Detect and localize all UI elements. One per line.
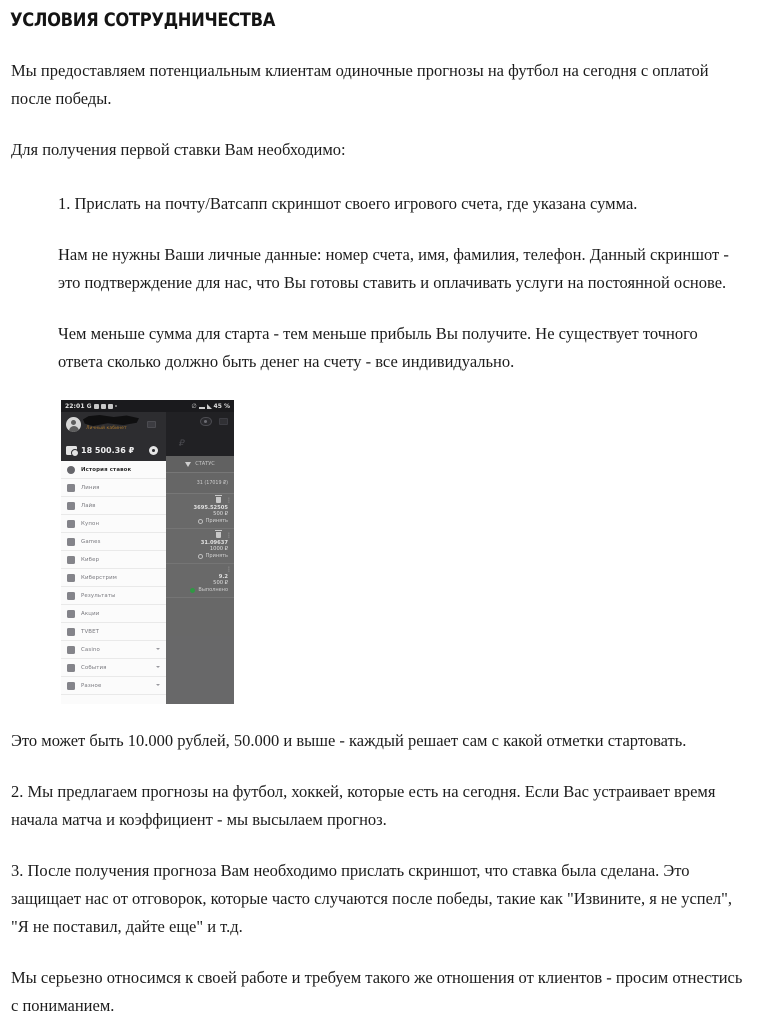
filter-icon[interactable] — [185, 462, 191, 467]
bet-status[interactable] — [170, 587, 228, 593]
phone-screenshot-image — [61, 400, 234, 704]
paragraph-step-1: 1. Прислать на почту/Ватсапп скриншот своего игрового счета, где указана сумма. — [58, 194, 638, 213]
menu-item-label: Акции — [81, 610, 100, 617]
bet-number: 3695.52505 — [193, 505, 228, 511]
menu-item-label: Линия — [81, 484, 100, 491]
paragraph-privacy-note: Нам не нужны Ваши личные данные: номер счета, имя, фамилия, телефон. Данный скриншот - это подтверждение для нас, что Вы готовы ставить и оплачивать услуги на постоянной основе. — [58, 245, 729, 292]
results-icon — [67, 592, 75, 600]
bet-history-summary: 31 (17019 ₽) — [166, 473, 234, 494]
drawer-profile-block — [61, 412, 166, 440]
bet-row-actions — [170, 496, 232, 504]
signal-icon — [207, 404, 212, 409]
live-icon — [67, 502, 75, 510]
tvbet-icon — [67, 628, 75, 636]
paragraph-first-bet-lead: Для получения первой ставки Вам необходимо: — [11, 140, 346, 159]
history-icon — [67, 466, 75, 474]
menu-item-label: Casino — [81, 646, 100, 653]
kebab-menu-icon[interactable]: ⋮ — [226, 531, 232, 539]
menu-item-line[interactable] — [61, 479, 166, 497]
article-page — [0, 9, 767, 1020]
kebab-menu-icon[interactable]: ⋮ — [226, 566, 232, 573]
bet-status[interactable] — [170, 553, 228, 559]
promo-icon — [67, 610, 75, 618]
menu-item-cyberstream[interactable] — [61, 569, 166, 587]
bet-number: 31.09637 — [200, 540, 228, 546]
chevron-down-icon — [156, 684, 160, 686]
menu-item-misc[interactable] — [61, 677, 166, 695]
coupon-icon — [67, 520, 75, 528]
menu-item-label: Лайв — [81, 502, 96, 509]
app-square-icon — [108, 404, 113, 409]
add-funds-icon[interactable] — [149, 446, 158, 455]
paragraph-step-3: 3. После получения прогноза Вам необходимо прислать скриншот, что ставка была сделана. Это защищает нас от отговорок, которые часто случаются после победы, такие как "Извините, я не успел", "Я не поставил, дайте еще" и т.д. — [11, 861, 733, 936]
paragraph-intro: Мы предоставляем потенциальным клиентам одиночные прогнозы на футбол на сегодня с оплатой после победы. — [11, 61, 709, 108]
trash-icon[interactable] — [216, 532, 221, 538]
status-bar-right — [191, 403, 230, 410]
bet-status[interactable] — [170, 518, 228, 524]
paragraph-amount-note: Чем меньше сумма для старта - тем меньше прибыль Вы получите. Не существует точного ответа сколько должно быть денег на счету - все индивидуально. — [58, 324, 698, 371]
paragraph-step-2: 2. Мы предлагаем прогнозы на футбол, хоккей, которые есть на сегодня. Если Вас устраивает время начала матча и коэффициент - мы высылаем прогноз. — [11, 782, 716, 829]
phone-side-drawer — [61, 412, 166, 704]
page-title: УСЛОВИЯ СОТРУДНИЧЕСТВА — [10, 9, 276, 31]
bet-history-panel — [166, 456, 234, 704]
events-icon — [67, 664, 75, 672]
menu-item-cyber[interactable] — [61, 551, 166, 569]
menu-item-coupon[interactable] — [61, 515, 166, 533]
balance-amount: 18 500.36 ₽ — [81, 446, 135, 455]
menu-item-label: События — [81, 664, 107, 671]
trash-icon[interactable] — [216, 497, 221, 503]
bet-row[interactable] — [166, 494, 234, 529]
bet-amount: 1000 ₽ — [209, 546, 228, 552]
tab-status-label: СТАТУС — [195, 461, 215, 467]
drawer-balance-row[interactable] — [61, 440, 166, 461]
menu-item-label: Результаты — [81, 592, 116, 599]
status-dot-icon — [198, 554, 203, 559]
app-square-icon — [101, 404, 106, 409]
wallet-icon — [66, 446, 77, 455]
status-dot-icon — [190, 588, 195, 593]
games-icon — [67, 538, 75, 546]
signal-bars-icon — [199, 404, 205, 409]
app-square-icon — [94, 404, 99, 409]
chevron-down-icon — [156, 648, 160, 650]
bet-row-actions — [170, 531, 232, 539]
menu-item-label: TVBET — [81, 628, 100, 635]
bet-status-label: Принять — [205, 518, 228, 524]
redacted-username — [83, 415, 139, 426]
status-dot-icon — [198, 519, 203, 524]
menu-item-label: Кибер — [81, 556, 100, 563]
line-icon — [67, 484, 75, 492]
menu-item-live[interactable] — [61, 497, 166, 515]
message-icon[interactable] — [147, 421, 156, 428]
menu-item-casino[interactable] — [61, 641, 166, 659]
menu-item-results[interactable] — [61, 587, 166, 605]
menu-item-history[interactable] — [61, 461, 166, 479]
bet-status-label: Принять — [205, 553, 228, 559]
cyberstream-icon — [67, 574, 75, 582]
menu-item-tvbet[interactable] — [61, 623, 166, 641]
menu-item-events[interactable] — [61, 659, 166, 677]
menu-item-label: Разное — [81, 682, 102, 689]
bet-history-tabs[interactable] — [166, 456, 234, 473]
bet-number: 9.2 — [218, 574, 228, 580]
paragraph-amount-examples: Это может быть 10.000 рублей, 50.000 и выше - каждый решает сам с какой отметки стартовать. — [11, 731, 687, 750]
drawer-menu-list — [61, 461, 166, 704]
ghost-currency-label: ₽ — [179, 439, 185, 449]
menu-item-promo[interactable] — [61, 605, 166, 623]
misc-icon — [67, 682, 75, 690]
bet-amount: 500 ₽ — [213, 511, 228, 517]
kebab-menu-icon[interactable]: ⋮ — [226, 496, 232, 504]
account-label: Личный кабинет — [86, 426, 127, 431]
menu-item-label: Games — [81, 538, 101, 545]
cyber-icon — [67, 556, 75, 564]
paragraph-closing: Мы серьезно относимся к своей работе и требуем такого же отношения от клиентов - просим отнестись с пониманием. — [11, 968, 743, 1015]
casino-icon — [67, 646, 75, 654]
google-icon: G — [86, 402, 92, 410]
screenshot-icon[interactable] — [219, 418, 228, 425]
status-bar-left — [65, 403, 117, 410]
more-dot-icon — [115, 405, 117, 407]
header-icon-group — [200, 417, 228, 426]
menu-item-label: Киберстрим — [81, 574, 117, 581]
chevron-down-icon — [156, 666, 160, 668]
menu-item-label: Купон — [81, 520, 100, 527]
bet-row[interactable] — [166, 529, 234, 564]
silent-mode-icon: ∅ — [191, 402, 197, 410]
bet-row-actions — [170, 566, 232, 573]
battery-percent-label: 45 % — [213, 402, 230, 410]
phone-status-bar — [61, 400, 234, 412]
avatar[interactable] — [66, 417, 81, 432]
menu-item-label: История ставок — [81, 466, 132, 473]
eye-icon[interactable] — [200, 417, 212, 426]
bet-status-label: Выполнено — [198, 587, 228, 593]
bet-amount: 500 ₽ — [213, 580, 228, 586]
bet-row[interactable] — [166, 564, 234, 598]
status-bar-clock: 22:01 — [65, 402, 85, 410]
menu-item-games[interactable] — [61, 533, 166, 551]
